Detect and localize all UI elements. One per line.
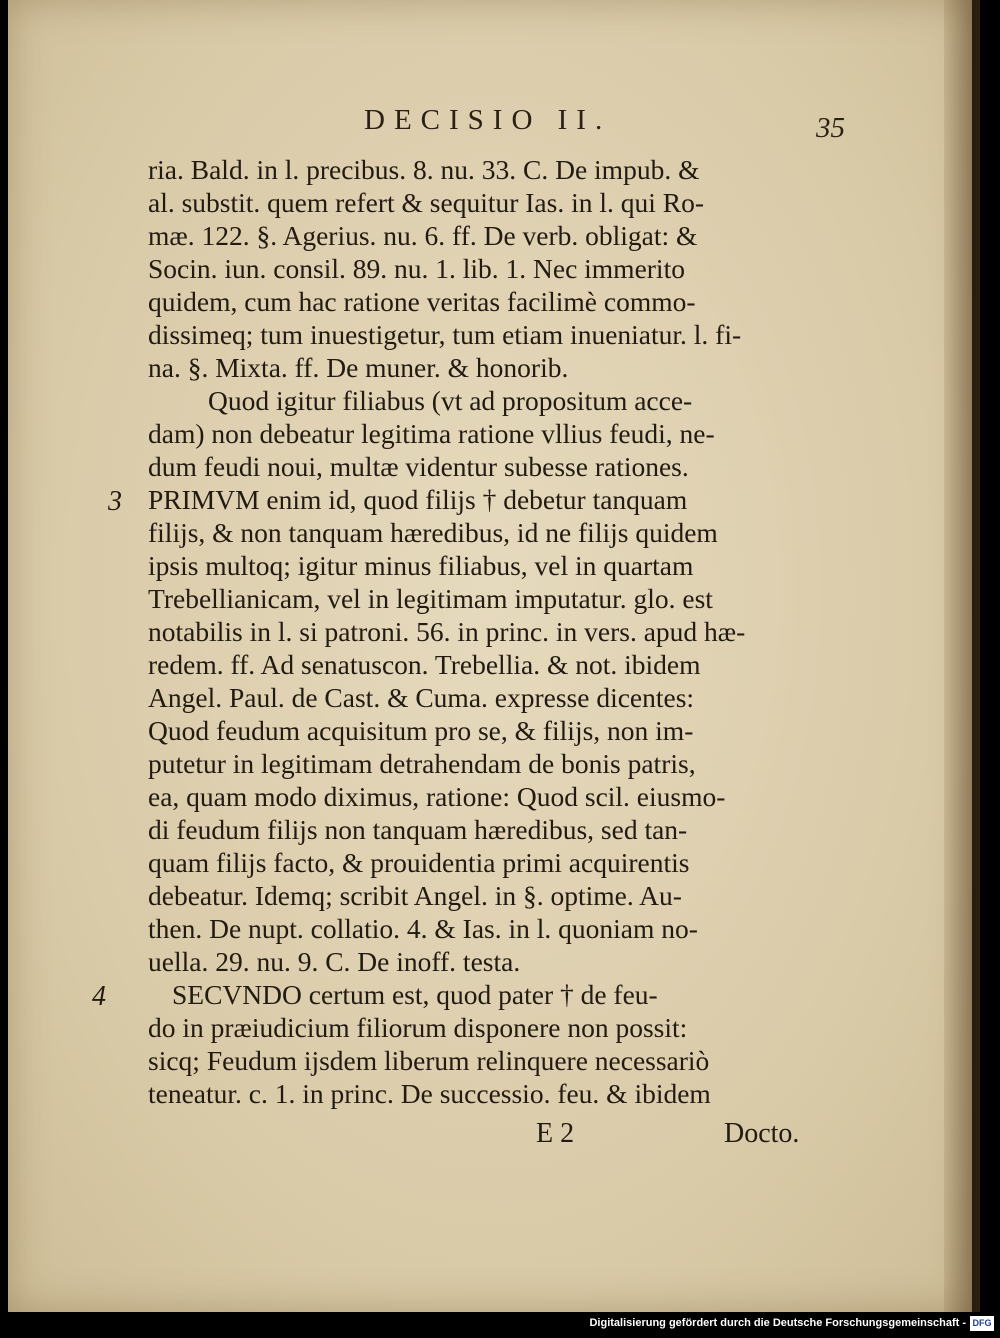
page-number: 35: [816, 112, 845, 144]
catchword: Docto.: [724, 1118, 800, 1149]
text-line-8: Quod igitur filiabus (vt ad propositum acce-: [208, 385, 693, 416]
footer-bar: [0, 1312, 1000, 1338]
text-line-9: dam) non debeatur legitima ratione vllius feudi, ne-: [148, 418, 715, 449]
book-page: [8, 0, 972, 1312]
footer-credit: Digitalisierung gefördert durch die Deutsche Forschungsgemeinschaft -: [589, 1317, 966, 1329]
text-line-20: ea, quam modo diximus, ratione: Quod scil. eiusmo-: [148, 781, 726, 812]
text-line-5: quidem, cum hac ratione veritas facilimè commo-: [148, 286, 696, 317]
text-line-28: sicq; Feudum ijsdem liberum relinquere necessariò: [148, 1045, 710, 1076]
text-line-26: SECVNDO certum est, quod pater † de feu-: [172, 979, 658, 1010]
margin-number-4: 4: [92, 981, 106, 1012]
text-line-23: debeatur. Idemq; scribit Angel. in §. optime. Au-: [148, 880, 682, 911]
text-line-17: Angel. Paul. de Cast. & Cuma. expresse dicentes:: [148, 682, 695, 713]
text-line-10: dum feudi noui, multæ videntur subesse rationes.: [148, 451, 689, 482]
text-line-4: Socin. iun. consil. 89. nu. 1. lib. 1. Nec immerito: [148, 253, 685, 284]
text-line-6: dissimeq; tum inuestigetur, tum etiam inueniatur. l. fi-: [148, 319, 742, 350]
page-edge-shadow: [944, 0, 980, 1312]
text-line-11: PRIMVM enim id, quod filijs † debetur tanquam: [148, 484, 688, 515]
text-line-21: di feudum filijs non tanquam hæredibus, sed tan-: [148, 814, 688, 845]
text-line-25: uella. 29. nu. 9. C. De inoff. testa.: [148, 946, 521, 977]
text-line-7: na. §. Mixta. ff. De muner. & honorib.: [148, 352, 569, 383]
text-line-16: redem. ff. Ad senatuscon. Trebellia. & not. ibidem: [148, 649, 701, 680]
text-line-15: notabilis in l. si patroni. 56. in princ. in vers. apud hæ-: [148, 616, 746, 647]
text-line-3: mæ. 122. §. Agerius. nu. 6. ff. De verb. obligat: &: [148, 220, 698, 251]
text-line-29: teneatur. c. 1. in princ. De successio. feu. & ibidem: [148, 1078, 711, 1109]
text-line-22: quam filijs facto, & prouidentia primi acquirentis: [148, 847, 690, 878]
text-line-1: ria. Bald. in l. precibus. 8. nu. 33. C. De impub. &: [148, 154, 700, 185]
text-line-24: then. De nupt. collatio. 4. & Ias. in l. quoniam no-: [148, 913, 698, 944]
text-line-19: putetur in legitimam detrahendam de bonis patris,: [148, 748, 696, 779]
text-line-2: al. substit. quem refert & sequitur Ias. in l. qui Ro-: [148, 187, 705, 218]
text-line-14: Trebellianicam, vel in legitimam imputatur. glo. est: [148, 583, 713, 614]
text-line-18: Quod feudum acquisitum pro se, & filijs, non im-: [148, 715, 694, 746]
running-title: DECISIO II.: [364, 104, 612, 136]
signature-mark: E 2: [536, 1118, 575, 1149]
text-line-27: do in præiudicium filiorum disponere non possit:: [148, 1012, 688, 1043]
text-line-13: ipsis multoq; igitur minus filiabus, vel in quartam: [148, 550, 694, 581]
text-line-12: filijs, & non tanquam hæredibus, id ne filijs quidem: [148, 517, 718, 548]
dfg-logo-icon: DFG: [970, 1316, 994, 1331]
margin-number-3: 3: [108, 486, 122, 517]
